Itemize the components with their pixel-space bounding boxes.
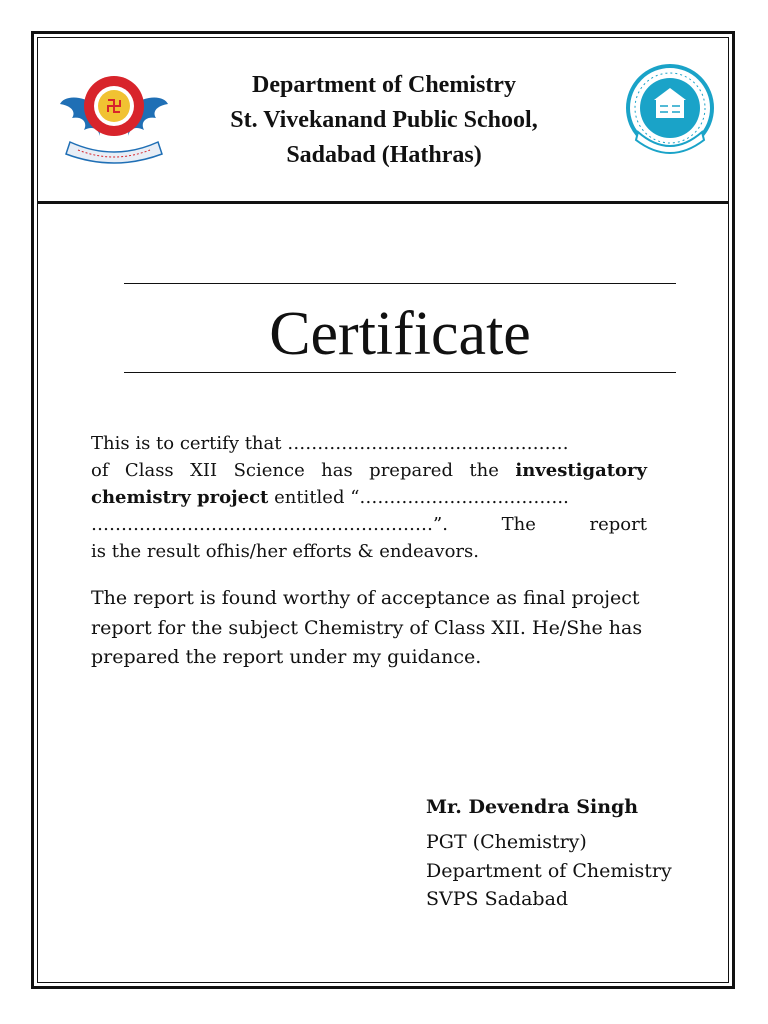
body-line-2 (91, 457, 647, 484)
department-heading: Department of Chemistry (252, 72, 516, 98)
report-text: The report (501, 514, 647, 535)
body-line-5: is the result ofhis/her efforts & endeavors. (91, 541, 479, 562)
signatory-department: Department of Chemistry (426, 859, 672, 882)
student-name-blank: ……………………………..………… (287, 433, 569, 454)
certificate-title: Certificate (269, 300, 531, 368)
school-name: St. Vivekanand Public School, (230, 107, 538, 133)
school-crest-icon (58, 66, 170, 170)
investigatory-text: investigatory (515, 460, 647, 481)
acceptance-paragraph (91, 584, 671, 673)
signatory-school: SVPS Sadabad (426, 888, 569, 910)
certify-text: This is to certify that (91, 433, 288, 454)
signatory-name: Mr. Devendra Singh (426, 796, 639, 818)
certificate-body (91, 430, 647, 565)
board-seal-icon (624, 62, 716, 162)
signatory-designation: PGT (Chemistry) (426, 831, 587, 853)
school-location: Sadabad (Hathras) (286, 142, 482, 168)
chemistry-project-text: chemistry project (91, 487, 269, 508)
signature-block (426, 792, 716, 914)
acceptance-line: The report is found worthy of acceptance as final project (91, 587, 640, 609)
body-line-3 (91, 484, 647, 511)
title-rule-bottom (124, 372, 676, 373)
class-text: of Class XII Science has prepared the (91, 460, 499, 481)
project-title-blank-cont: …………………………………………………”. (91, 514, 448, 535)
title-rule-top (124, 283, 676, 284)
project-title-blank: entitled “…………………………….. (268, 487, 569, 508)
body-line-4 (91, 511, 647, 538)
school-header (190, 68, 578, 173)
header-divider (37, 201, 729, 204)
body-line-1 (91, 430, 647, 457)
acceptance-line: report for the subject Chemistry of Class XII. He/She has (91, 616, 643, 639)
acceptance-line: prepared the report under my guidance. (91, 646, 482, 668)
